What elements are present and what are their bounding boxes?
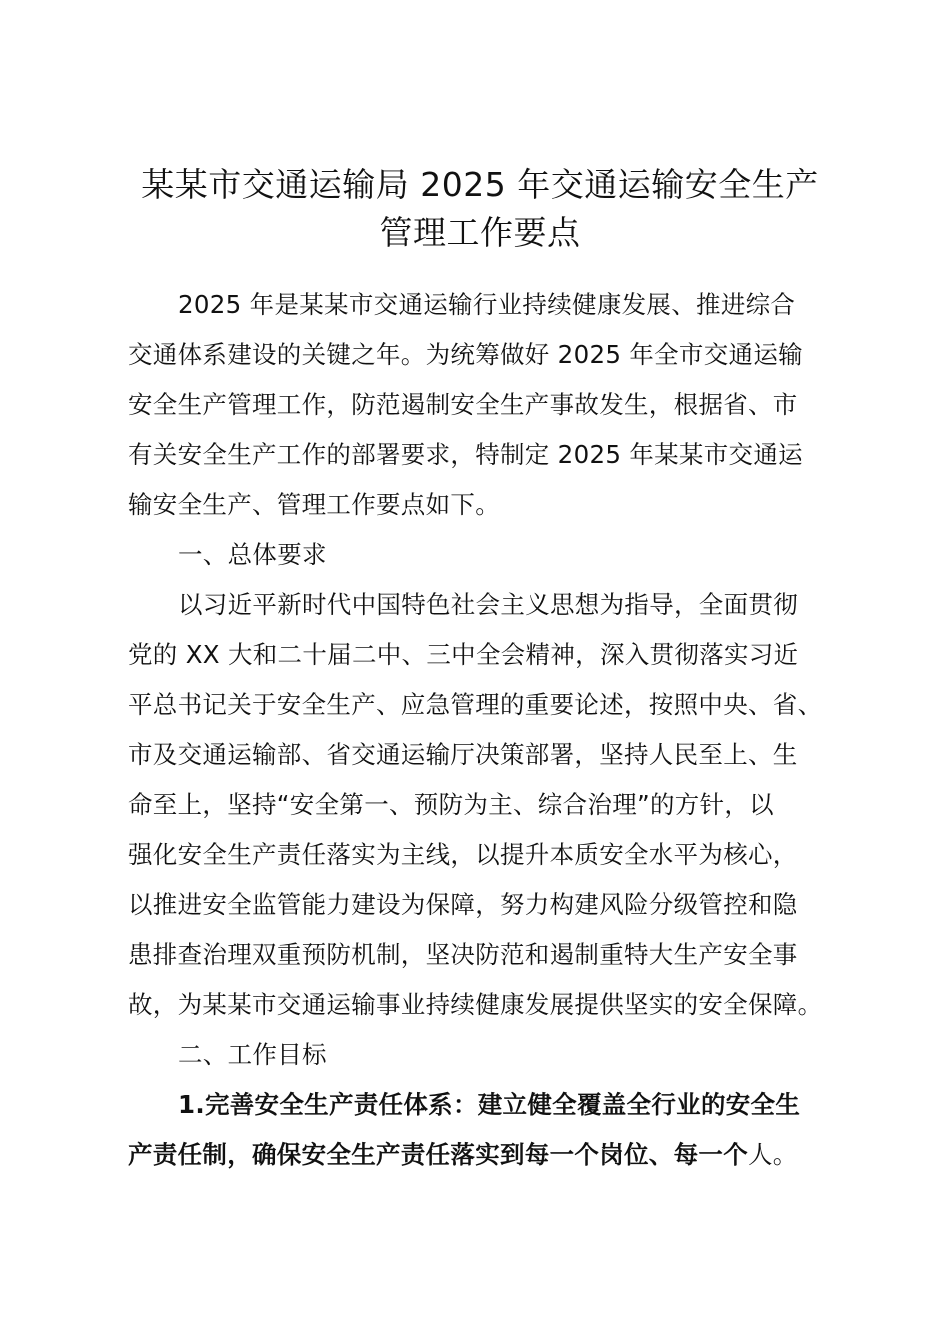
section1-line-9: 故，为某某市交通运输事业持续健康发展提供坚实的安全保障。 — [128, 990, 823, 1019]
intro-line-2: 交通体系建设的关键之年。为统筹做好 2025 年全市交通运输 — [128, 340, 803, 369]
section-heading-work-goals: 二、工作目标 — [178, 1040, 327, 1069]
document-title-line-2: 管理工作要点 — [379, 213, 581, 252]
section1-line-8: 患排查治理双重预防机制，坚决防范和遏制重特大生产安全事 — [128, 940, 798, 969]
intro-line-1: 2025 年是某某市交通运输行业持续健康发展、推进综合 — [178, 290, 796, 319]
section1-line-4: 市及交通运输部、省交通运输厅决策部署，坚持人民至上、生 — [128, 740, 798, 769]
document-title-line-1: 某某市交通运输局 2025 年交通运输安全生产 — [141, 165, 819, 204]
intro-line-4: 有关安全生产工作的部署要求，特制定 2025 年某某市交通运 — [128, 440, 803, 469]
section1-line-2: 党的 XX 大和二十届二中、三中全会精神，深入贯彻落实习近 — [128, 640, 799, 669]
section1-line-3: 平总书记关于安全生产、应急管理的重要论述，按照中央、省、 — [128, 690, 823, 719]
section1-line-7: 以推进安全监管能力建设为保障，努力构建风险分级管控和隐 — [128, 890, 798, 919]
section1-line-6: 强化安全生产责任落实为主线，以提升本质安全水平为核心， — [128, 840, 798, 869]
goal-item-1-line-1: 1.完善安全生产责任体系：建立健全覆盖全行业的安全生 — [178, 1090, 801, 1119]
intro-line-5: 输安全生产、管理工作要点如下。 — [128, 490, 500, 519]
section-heading-general-requirements: 一、总体要求 — [178, 540, 327, 569]
goal-item-1-bold-text: 产责任制，确保安全生产责任落实到每一个岗位、每一个 — [128, 1140, 748, 1169]
section1-line-5: 命至上，坚持“安全第一、预防为主、综合治理”的方针，以 — [128, 790, 774, 819]
section1-line-1: 以习近平新时代中国特色社会主义思想为指导，全面贯彻 — [178, 590, 798, 619]
goal-item-1-line-2 — [128, 1138, 798, 1172]
goal-item-1-tail-text: 人。 — [748, 1140, 798, 1169]
intro-line-3: 安全生产管理工作，防范遏制安全生产事故发生，根据省、市 — [128, 390, 798, 419]
